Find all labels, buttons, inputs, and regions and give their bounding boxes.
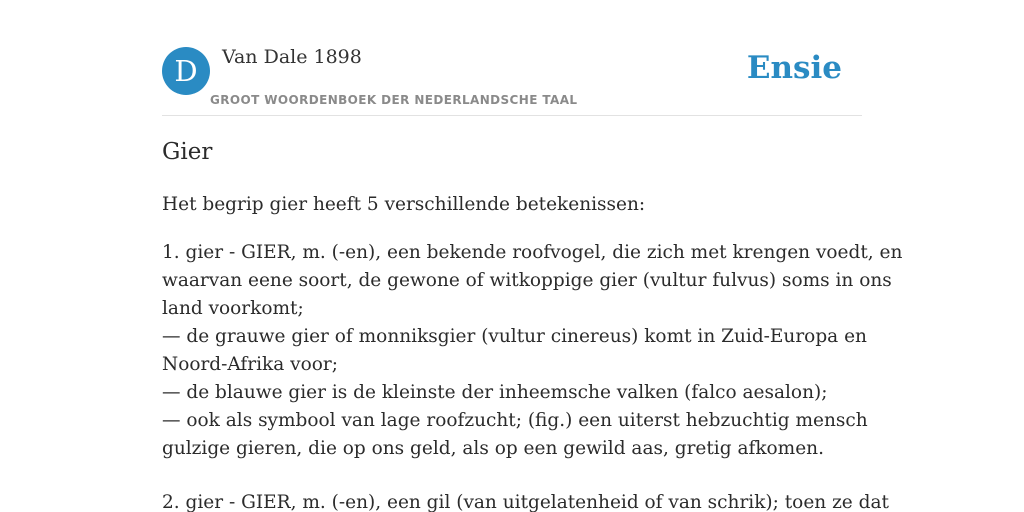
definition-line: 1. gier - GIER, m. (-en), een bekende roofvogel, die zich met krengen voedt, en — [162, 242, 903, 263]
definition-line: waarvan eene soort, de gewone of witkoppige gier (vultur fulvus) soms in ons — [162, 270, 892, 291]
source-title-link[interactable]: Van Dale 1898 — [222, 46, 362, 68]
entry-intro: Het begrip gier heeft 5 verschillende betekenissen: — [162, 194, 646, 215]
definition-item — [162, 239, 903, 463]
definition-line: — de blauwe gier is de kleinste der inheemsche valken (falco aesalon); — [162, 382, 828, 403]
source-logo-icon[interactable]: D — [162, 47, 210, 95]
definition-line: land voorkomt; — [162, 298, 304, 319]
definitions-list — [162, 239, 903, 512]
entry-title: Gier — [162, 139, 213, 165]
source-subtitle: GROOT WOORDENBOEK DER NEDERLANDSCHE TAAL — [210, 93, 578, 107]
definition-line: 2. gier - GIER, m. (-en), een gil (van uitgelatenheid of van schrik); toen ze dat — [162, 492, 889, 512]
definition-item — [162, 489, 889, 512]
page — [162, 0, 903, 512]
header-divider — [162, 115, 862, 116]
definition-line: — de grauwe gier of monniksgier (vultur cinereus) komt in Zuid-Europa en — [162, 326, 867, 347]
definition-line: — ook als symbool van lage roofzucht; (fig.) een uiterst hebzuchtig mensch — [162, 410, 868, 431]
brand-logo-link[interactable]: Ensie — [746, 50, 842, 86]
definition-line: Noord-Afrika voor; — [162, 354, 338, 375]
definition-line: gulzige gieren, die op ons geld, als op een gewild aas, gretig afkomen. — [162, 438, 824, 459]
